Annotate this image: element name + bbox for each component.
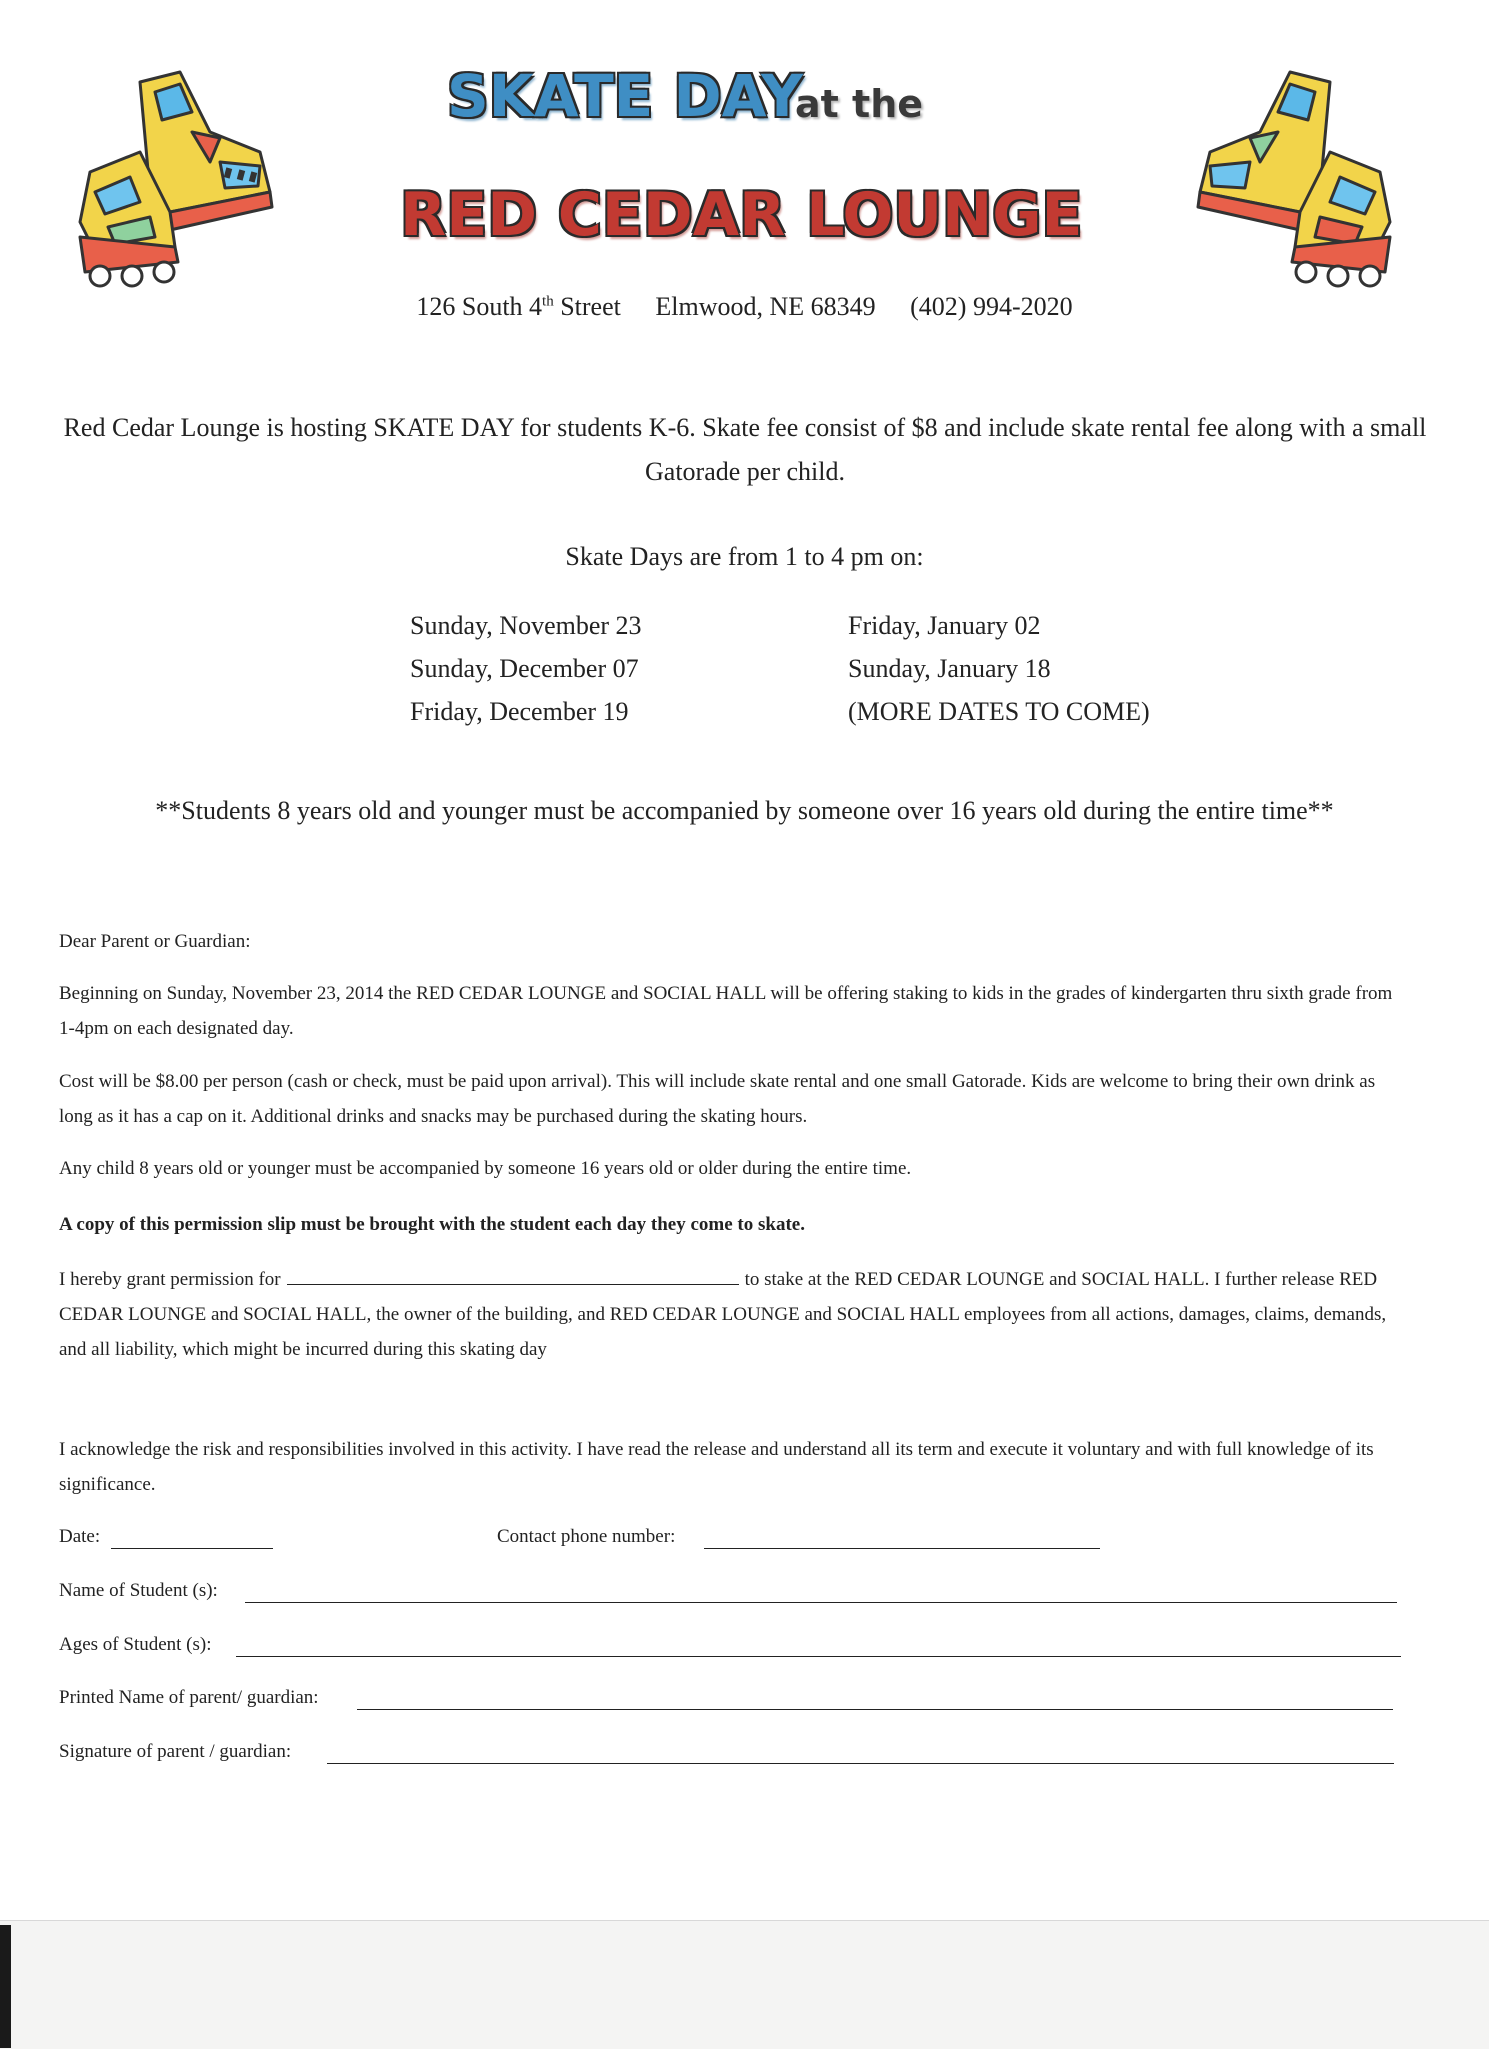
student-ages-field[interactable] (59, 1634, 212, 1656)
date-line[interactable] (111, 1548, 273, 1549)
contact-phone-line[interactable] (704, 1548, 1100, 1549)
letter-greeting: Dear Parent or Guardian: (59, 931, 251, 952)
signature-label: Signature of parent / guardian: (59, 1741, 292, 1762)
schedule-date: Sunday, December 07 (410, 654, 639, 683)
schedule-date: Friday, December 19 (410, 697, 629, 726)
contact-phone-field[interactable] (497, 1526, 675, 1548)
date-label: Date: (59, 1526, 101, 1547)
signature-line[interactable] (327, 1763, 1394, 1764)
signature-field[interactable] (59, 1741, 291, 1763)
schedule-date: Sunday, January 18 (848, 654, 1051, 683)
student-name-field[interactable] (59, 1580, 218, 1602)
letter-paragraph-start-date: Beginning on Sunday, November 23, 2014 the RED CEDAR LOUNGE and SOCIAL HALL will be offering staking to kids in the grades of kindergarten thru sixth grade from 1-4pm on each designated day. (59, 983, 1393, 1039)
schedule-heading: Skate Days are from 1 to 4 pm on: (565, 542, 924, 571)
scan-edge-shadow (0, 1925, 11, 2048)
printed-name-label: Printed Name of parent/ guardian: (59, 1687, 319, 1708)
scan-background (0, 1920, 1489, 2049)
letter-paragraph-cost: Cost will be $8.00 per person (cash or check, must be paid upon arrival). This will include skate rental and one small Gatorade. Kids are welcome to bring their own drink as long as it has a cap on it. Additional drinks and snacks may be purchased during the skating hours. (59, 1071, 1376, 1127)
title-red-cedar-lounge: RED CEDAR LOUNGE (400, 180, 1083, 250)
schedule-date: Friday, January 02 (848, 611, 1041, 640)
schedule-date: (MORE DATES TO COME) (848, 697, 1150, 726)
intro-paragraph: Red Cedar Lounge is hosting SKATE DAY for students K-6. Skate fee consist of $8 and include skate rental fee along with a small Gatorade per child. (63, 413, 1427, 486)
schedule-date: Sunday, November 23 (410, 611, 642, 640)
contact-phone-label: Contact phone number: (497, 1526, 676, 1547)
date-field[interactable] (59, 1526, 100, 1548)
letter-paragraph-age-rule: Any child 8 years old or younger must be accompanied by someone 16 years old or older during the entire time. (59, 1158, 912, 1179)
age-notice: **Students 8 years old and younger must be accompanied by someone over 16 years old during the entire time** (155, 796, 1334, 825)
address-street: 126 South 4th Street (416, 292, 621, 321)
schedule-column-1 (410, 604, 642, 733)
schedule-column-2 (848, 604, 1150, 733)
title-at-the: at the (795, 82, 924, 126)
student-ages-label: Ages of Student (s): (59, 1634, 212, 1655)
printed-name-field[interactable] (59, 1687, 319, 1709)
title-skate-day: SKATE DAY (447, 62, 803, 130)
printed-name-line[interactable] (357, 1709, 1393, 1710)
student-name-blank[interactable] (287, 1264, 739, 1285)
letter-paragraph-slip-required: A copy of this permission slip must be brought with the student each day they come to skate. (59, 1214, 805, 1235)
letter-paragraph-acknowledge: I acknowledge the risk and responsibilities involved in this activity. I have read the release and understand all its term and execute it voluntary and with full knowledge of its significance. (59, 1439, 1374, 1495)
student-name-line[interactable] (245, 1602, 1397, 1603)
address-line (0, 292, 1489, 322)
address-phone: (402) 994-2020 (910, 292, 1073, 321)
inline-skate-icon-right (1180, 62, 1410, 292)
student-ages-line[interactable] (236, 1656, 1401, 1657)
letter-paragraph-release: I hereby grant permission for to stake at the RED CEDAR LOUNGE and SOCIAL HALL. I further release RED CEDAR LOUNGE and SOCIAL HALL, the owner of the building, and RED CEDAR LOUNGE and SOCIAL HALL employees from all actions, damages, claims, demands, and all liability, which might be incurred during this skating day (59, 1262, 1404, 1367)
student-name-label: Name of Student (s): (59, 1580, 218, 1601)
address-city: Elmwood, NE 68349 (655, 292, 876, 321)
inline-skate-icon-left (60, 62, 290, 292)
